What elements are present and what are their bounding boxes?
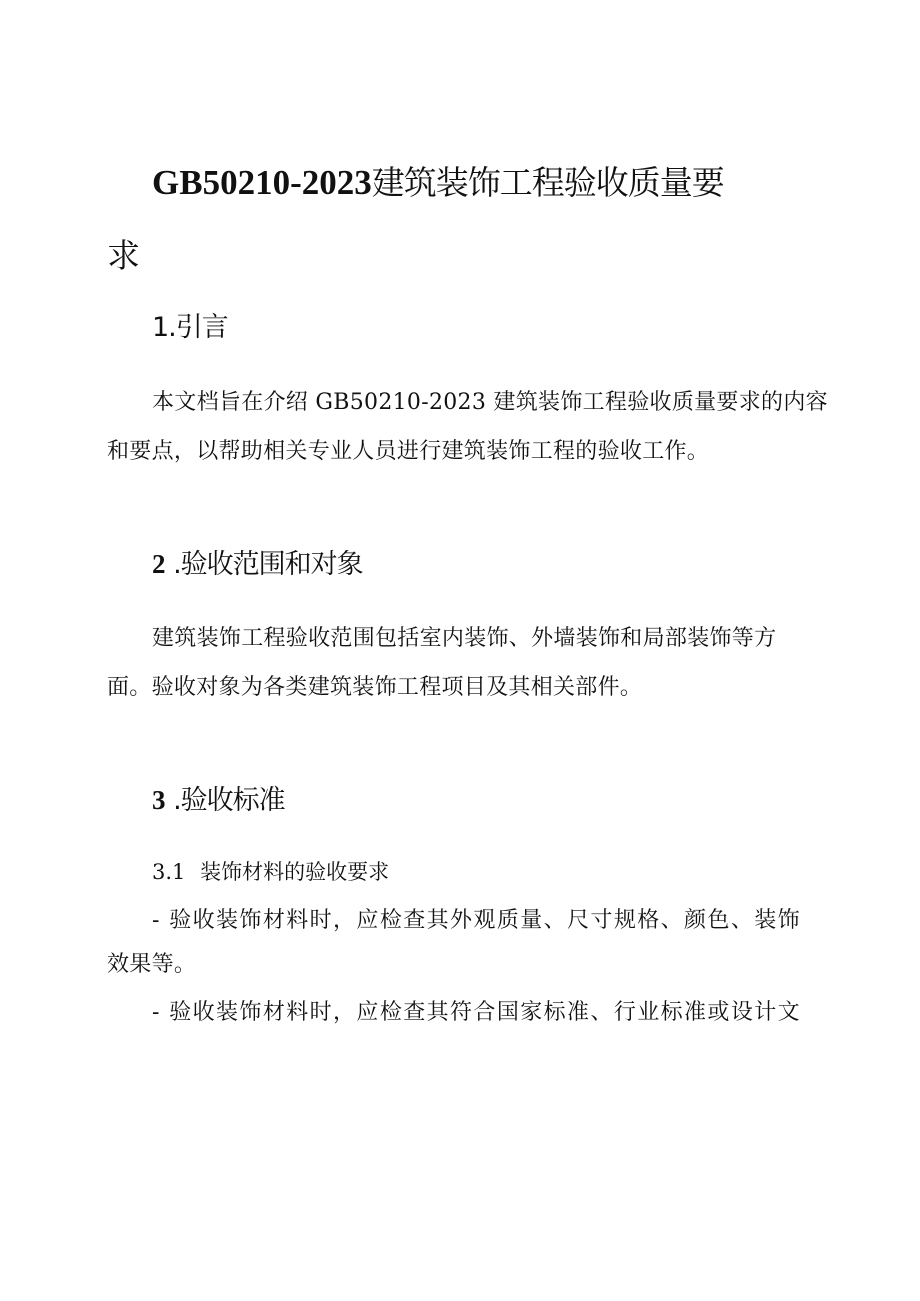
bullet-1-line-1: - 验收装饰材料时，应检查其外观质量、尺寸规格、颜色、装饰 [152,908,802,933]
document-title-line-1 [152,163,724,203]
section-heading-1: 1.引言 [152,312,228,343]
section-1-paragraph-line-2: 和要点，以帮助相关专业人员进行建筑装饰工程的验收工作。 [107,439,710,464]
standard-code: GB50210-2023 [152,163,372,202]
section-title: .验收标准 [173,785,285,816]
section-number: 2 [152,549,166,579]
section-2-paragraph-line-1: 建筑装饰工程验收范围包括室内装饰、外墙装饰和局部装饰等方 [152,626,777,651]
document-title-line-2 [107,236,139,276]
section-heading-2 [152,547,363,582]
subsection-heading-3-1 [152,857,389,887]
title-text: 建筑装饰工程验收质量要 [371,163,724,202]
section-1-paragraph-line-1: 本文档旨在介绍 GB50210-2023 建筑装饰工程验收质量要求的内容 [152,390,828,415]
section-title: .验收范围和对象 [173,549,363,580]
title-text-continued: 求 [107,236,139,275]
bullet-2-line-1: - 验收装饰材料时，应检查其符合国家标准、行业标准或设计文 [152,1000,802,1025]
section-number: 3 [152,785,166,815]
subsection-title: 装饰材料的验收要求 [200,860,390,884]
subsection-number: 3.1 [152,860,186,884]
bullet-1-line-2: 效果等。 [107,952,197,977]
section-heading-3 [152,783,285,818]
section-2-paragraph-line-2: 面。验收对象为各类建筑装饰工程项目及其相关部件。 [107,675,643,700]
